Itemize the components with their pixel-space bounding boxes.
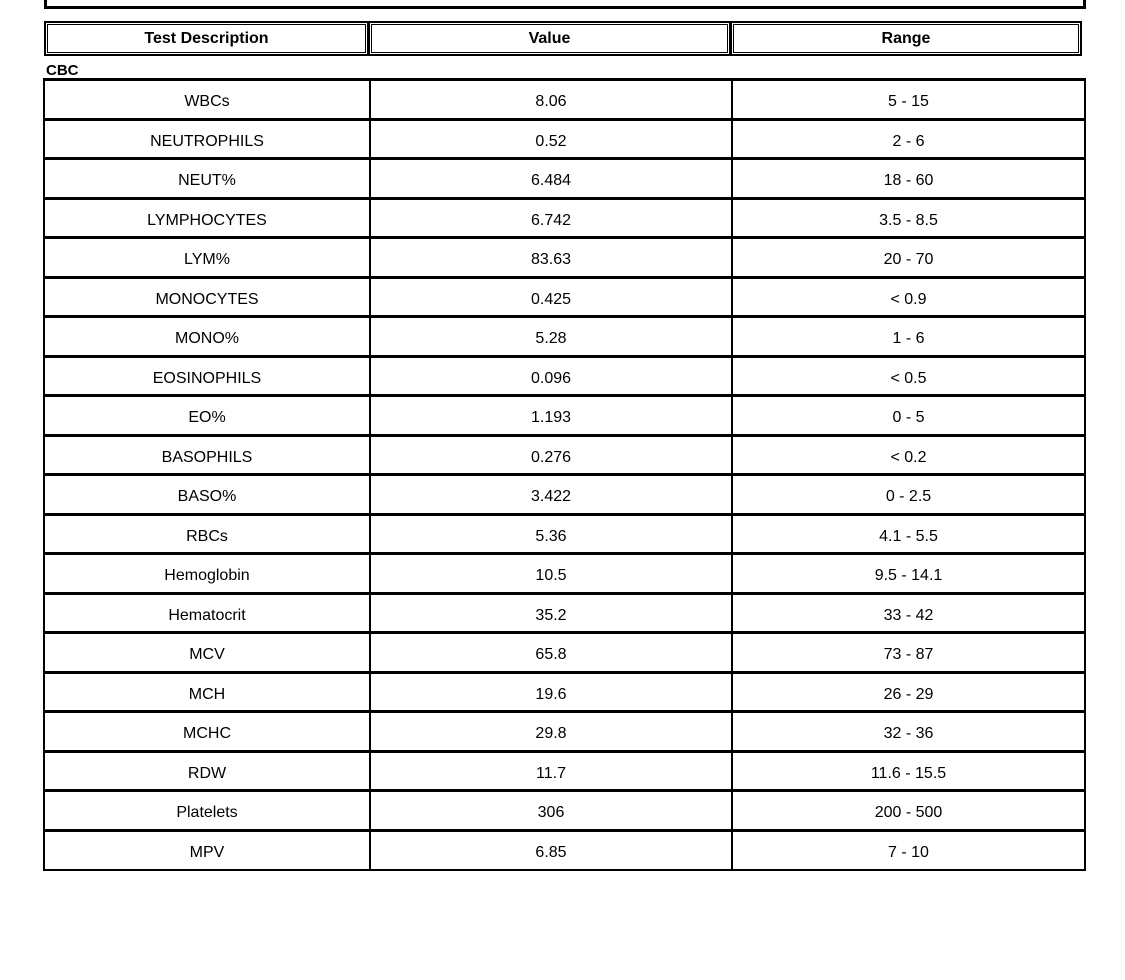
test-value-cell-text: 83.63: [530, 251, 572, 269]
test-value-cell-text: 3.422: [530, 488, 572, 506]
test-range-cell-text: 0 - 5: [892, 409, 925, 427]
test-value-cell-text: 19.6: [535, 685, 567, 703]
test-range-cell-text: 0 - 2.5: [885, 488, 932, 506]
test-range-cell: [732, 198, 1085, 238]
test-value-cell: [370, 554, 732, 594]
test-name-cell-text: LYM%: [184, 251, 230, 269]
test-name-cell: [44, 277, 370, 317]
test-range-cell-text: 3.5 - 8.5: [879, 211, 938, 229]
test-name-cell: [44, 830, 370, 870]
table-row: [44, 119, 1085, 159]
test-range-cell-text: 9.5 - 14.1: [874, 567, 943, 585]
test-value-cell: [370, 396, 732, 436]
test-range-cell: [732, 277, 1085, 317]
test-range-cell-text: 2 - 6: [892, 132, 925, 150]
test-value-cell: [370, 791, 732, 831]
test-value-cell-text: 5.36: [535, 527, 567, 545]
test-name-cell: [44, 633, 370, 673]
test-range-cell: [732, 554, 1085, 594]
table-row: [44, 159, 1085, 199]
test-value-cell: [370, 198, 732, 238]
test-name-cell: [44, 672, 370, 712]
test-name-cell: [44, 317, 370, 357]
test-name-cell-text: BASO%: [177, 488, 237, 506]
table-row: [44, 435, 1085, 475]
test-value-cell: [370, 475, 732, 515]
table-row: [44, 238, 1085, 278]
test-name-cell-text: MONOCYTES: [155, 290, 259, 308]
test-value-cell: [370, 317, 732, 357]
test-value-cell-text: 0.096: [530, 369, 572, 387]
test-value-cell: [370, 435, 732, 475]
test-name-cell-text: MCV: [189, 646, 225, 664]
test-value-cell: [370, 672, 732, 712]
test-range-cell: [732, 356, 1085, 396]
test-range-cell-text: 26 - 29: [883, 685, 934, 703]
test-name-cell-text: MONO%: [175, 330, 239, 348]
test-value-cell-text: 11.7: [536, 764, 566, 782]
table-row: [44, 198, 1085, 238]
test-name-cell-text: RDW: [187, 764, 227, 782]
test-value-cell-text: 1.193: [530, 409, 572, 427]
test-range-cell: [732, 791, 1085, 831]
cbc-results-body: [44, 80, 1085, 870]
test-range-cell-text: 18 - 60: [883, 172, 934, 190]
test-name-cell-text: MCHC: [183, 725, 231, 743]
test-range-cell: [732, 633, 1085, 673]
test-name-cell-text: EOSINOPHILS: [152, 369, 262, 387]
test-name-cell: [44, 751, 370, 791]
test-name-cell-text: LYMPHOCYTES: [147, 211, 267, 229]
test-name-cell-text: Platelets: [176, 804, 238, 822]
test-name-cell: [44, 159, 370, 199]
test-value-cell: [370, 712, 732, 752]
table-row: [44, 475, 1085, 515]
test-range-cell-text: 73 - 87: [883, 646, 934, 664]
header-range: Range: [730, 21, 1082, 56]
test-name-cell-text: MCH: [188, 685, 226, 703]
test-name-cell: [44, 396, 370, 436]
test-value-cell-text: 0.425: [530, 290, 572, 308]
test-name-cell: [44, 119, 370, 159]
section-label-cbc: CBC: [46, 62, 79, 79]
test-value-cell: [370, 238, 732, 278]
test-range-cell-text: 20 - 70: [883, 251, 934, 269]
test-value-cell: [370, 830, 732, 870]
test-name-cell-text: Hematocrit: [168, 606, 246, 624]
table-row: [44, 317, 1085, 357]
test-name-cell-text: Hemoglobin: [164, 567, 250, 585]
test-range-cell-text: 5 - 15: [888, 93, 929, 111]
test-range-cell: [732, 475, 1085, 515]
test-name-cell-text: EO%: [188, 409, 226, 427]
header-test-description: Test Description: [44, 21, 369, 56]
test-value-cell-text: 0.52: [535, 132, 567, 150]
test-value-cell: [370, 277, 732, 317]
test-name-cell-text: NEUT%: [178, 172, 236, 190]
test-range-cell-text: 4.1 - 5.5: [879, 527, 938, 545]
test-name-cell-text: BASOPHILS: [161, 448, 253, 466]
test-name-cell-text: RBCs: [186, 527, 228, 545]
test-name-cell: [44, 198, 370, 238]
cbc-results-table: [43, 78, 1086, 871]
table-row: [44, 396, 1085, 436]
table-row: [44, 751, 1085, 791]
test-value-cell-text: 29.8: [535, 725, 567, 743]
test-value-cell: [370, 633, 732, 673]
test-name-cell: [44, 554, 370, 594]
test-value-cell-text: 8.06: [535, 93, 567, 111]
test-range-cell: [732, 80, 1085, 120]
table-row: [44, 672, 1085, 712]
test-value-cell-text: 5.28: [535, 330, 567, 348]
test-name-cell: [44, 712, 370, 752]
test-range-cell: [732, 712, 1085, 752]
test-name-cell-text: WBCs: [184, 93, 230, 111]
test-range-cell: [732, 830, 1085, 870]
test-value-cell-text: 6.742: [530, 211, 572, 229]
test-name-cell: [44, 791, 370, 831]
test-range-cell: [732, 672, 1085, 712]
results-header: [44, 21, 1083, 56]
table-row: [44, 554, 1085, 594]
previous-section-frame: [44, 0, 1086, 9]
test-name-cell-text: MPV: [189, 844, 225, 861]
test-value-cell: [370, 751, 732, 791]
test-range-cell: [732, 238, 1085, 278]
test-range-cell: [732, 514, 1085, 554]
test-value-cell-text: 0.276: [530, 448, 572, 466]
test-range-cell: [732, 159, 1085, 199]
test-range-cell: [732, 317, 1085, 357]
table-row: [44, 791, 1085, 831]
test-value-cell: [370, 356, 732, 396]
test-value-cell-text: 306: [537, 804, 565, 822]
test-range-cell-text: < 0.2: [890, 448, 927, 466]
test-name-cell: [44, 475, 370, 515]
test-range-cell-text: 200 - 500: [874, 804, 943, 822]
table-row: [44, 830, 1085, 870]
test-value-cell-text: 35.2: [535, 606, 567, 624]
test-value-cell: [370, 80, 732, 120]
test-name-cell: [44, 80, 370, 120]
table-row: [44, 356, 1085, 396]
test-value-cell-text: 6.85: [535, 844, 567, 861]
test-range-cell: [732, 119, 1085, 159]
test-range-cell: [732, 435, 1085, 475]
table-row: [44, 593, 1085, 633]
test-range-cell-text: < 0.9: [890, 290, 927, 308]
table-row: [44, 277, 1085, 317]
test-value-cell: [370, 159, 732, 199]
test-name-cell: [44, 435, 370, 475]
test-range-cell-text: 11.6 - 15.5: [870, 764, 947, 782]
test-value-cell-text: 6.484: [530, 172, 572, 190]
test-value-cell-text: 10.5: [535, 567, 567, 585]
test-value-cell: [370, 593, 732, 633]
test-range-cell-text: 32 - 36: [883, 725, 934, 743]
test-range-cell-text: 33 - 42: [883, 606, 934, 624]
test-range-cell-text: < 0.5: [890, 369, 927, 387]
test-name-cell-text: NEUTROPHILS: [150, 132, 264, 150]
test-value-cell: [370, 514, 732, 554]
test-range-cell: [732, 751, 1085, 791]
table-row: [44, 712, 1085, 752]
test-range-cell: [732, 396, 1085, 436]
test-name-cell: [44, 514, 370, 554]
test-range-cell-text: 1 - 6: [892, 330, 925, 348]
table-row: [44, 514, 1085, 554]
test-name-cell: [44, 238, 370, 278]
test-range-cell: [732, 593, 1085, 633]
test-name-cell: [44, 593, 370, 633]
test-name-cell: [44, 356, 370, 396]
test-range-cell-text: 7 - 10: [888, 844, 929, 861]
test-value-cell-text: 65.8: [535, 646, 567, 664]
header-value: Value: [368, 21, 731, 56]
test-value-cell: [370, 119, 732, 159]
table-row: [44, 633, 1085, 673]
table-row: [44, 80, 1085, 120]
